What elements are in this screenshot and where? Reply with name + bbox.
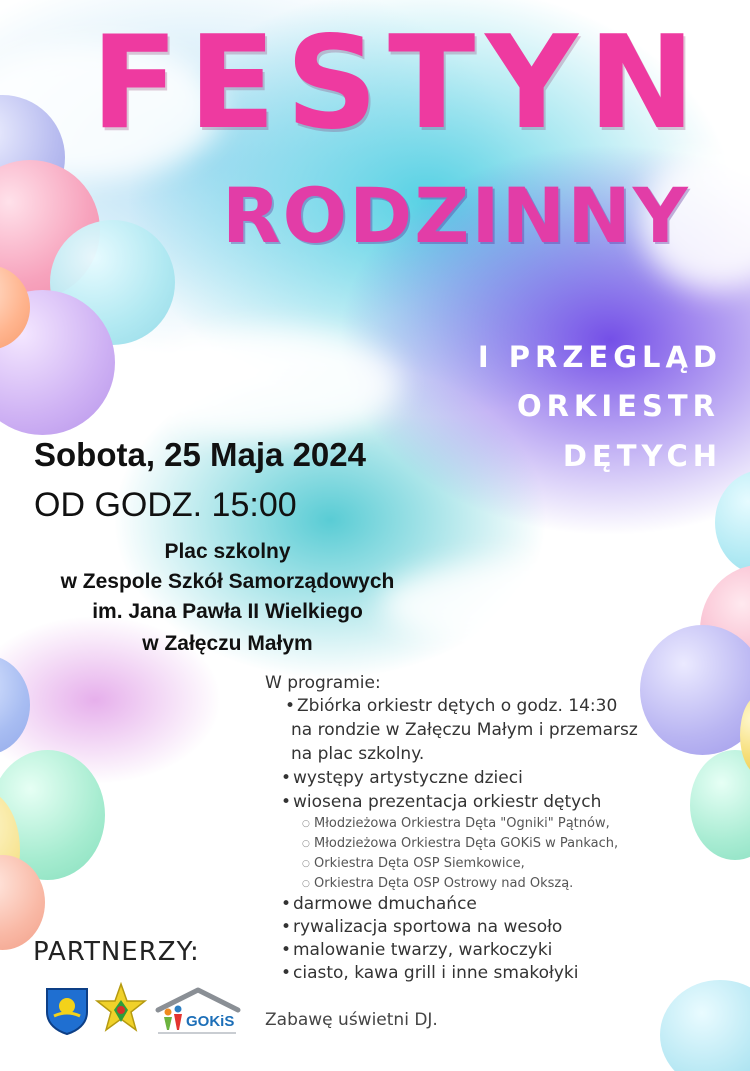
program-heading: W programie: <box>265 673 381 693</box>
coat-of-arms-logo-icon <box>44 986 90 1036</box>
balloon-decoration <box>0 655 30 755</box>
orchestra-item: ○ Orkiestra Dęta OSP Ostrowy nad Okszą. <box>314 876 573 891</box>
event-date: Sobota, 25 Maja 2024 <box>34 436 366 473</box>
balloon-decoration <box>640 625 750 755</box>
dj-note: Zabawę uświetni DJ. <box>265 1010 438 1030</box>
place-line: w Załęczu Małym <box>142 632 313 655</box>
program-item: • występy artystyczne dzieci <box>293 768 523 788</box>
program-item: • darmowe dmuchańce <box>293 894 477 914</box>
cloud-decoration <box>140 330 400 440</box>
review-heading-line1: I PRZEGLĄD <box>477 340 722 374</box>
place-line: Plac szkolny <box>164 540 291 563</box>
festival-title: FESTYN <box>90 9 706 158</box>
balloon-decoration <box>660 980 750 1071</box>
program-item: • rywalizacja sportowa na wesoło <box>293 917 562 937</box>
fire-brigade-logo-icon <box>94 982 148 1038</box>
event-time: OD GODZ. 15:00 <box>34 486 297 524</box>
program-item: • ciasto, kawa grill i inne smakołyki <box>293 963 578 983</box>
balloon-decoration <box>715 470 750 575</box>
program-item: • malowanie twarzy, warkoczyki <box>293 940 552 960</box>
gokis-logo-text: GOKiS <box>186 1013 235 1030</box>
festival-subtitle-word: RODZINNY <box>222 171 690 260</box>
partners-label: PARTNERZY: <box>33 937 200 967</box>
place-line: w Zespole Szkół Samorządowych <box>60 570 395 593</box>
balloon-decoration <box>690 750 750 860</box>
orchestra-item: ○ Młodzieżowa Orkiestra Dęta GOKiS w Pankach, <box>314 836 618 851</box>
review-heading-line3: DĘTYCH <box>562 439 722 473</box>
orchestra-item: ○ Orkiestra Dęta OSP Siemkowice, <box>314 856 525 871</box>
program-item: • wiosena prezentacja orkiestr dętych <box>293 792 601 812</box>
orchestra-item: ○ Młodzieżowa Orkiestra Dęta "Ogniki" Pątnów, <box>314 816 610 831</box>
program-item-continued: na rondzie w Załęczu Małym i przemarsz <box>291 720 638 740</box>
place-line: im. Jana Pawła II Wielkiego <box>92 600 363 623</box>
gokis-logo-icon <box>152 986 242 1038</box>
program-item: • Zbiórka orkiestr dętych o godz. 14:30 <box>297 696 617 716</box>
review-heading-line2: ORKIESTR <box>516 389 720 423</box>
program-item-continued: na plac szkolny. <box>291 744 425 764</box>
